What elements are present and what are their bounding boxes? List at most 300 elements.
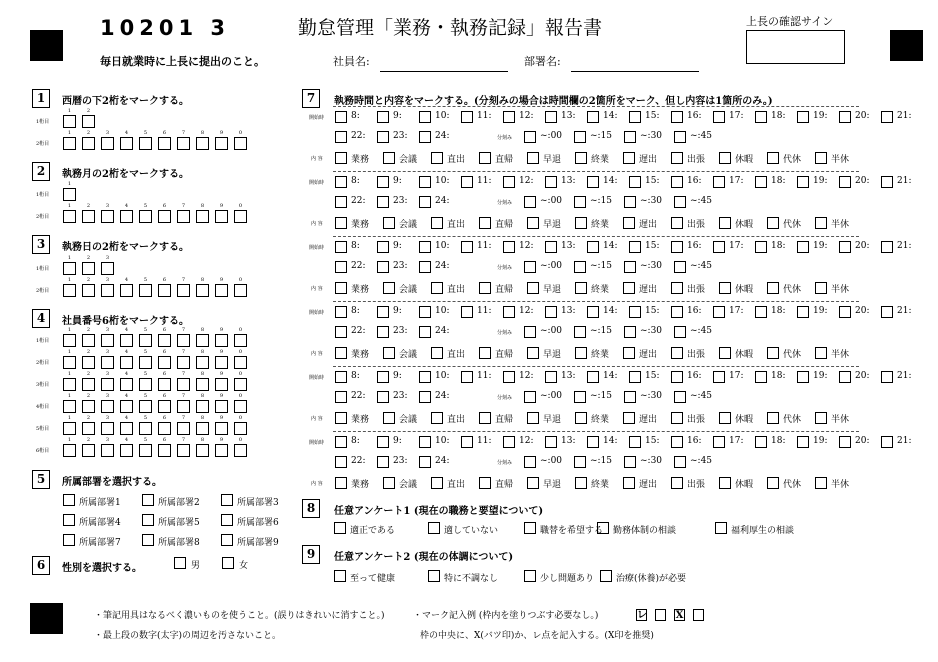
hour-checkbox[interactable] bbox=[587, 371, 599, 383]
hour-checkbox[interactable] bbox=[629, 371, 641, 383]
content-checkbox[interactable] bbox=[527, 282, 539, 294]
hour-checkbox[interactable] bbox=[419, 436, 431, 448]
hour-checkbox[interactable] bbox=[377, 196, 389, 208]
digit-mark-box[interactable] bbox=[82, 378, 95, 391]
hour-checkbox[interactable] bbox=[503, 111, 515, 123]
hour-checkbox[interactable] bbox=[335, 261, 347, 273]
hour-checkbox[interactable] bbox=[713, 111, 725, 123]
digit-mark-box[interactable] bbox=[234, 400, 247, 413]
hour-checkbox[interactable] bbox=[335, 326, 347, 338]
hour-checkbox[interactable] bbox=[503, 371, 515, 383]
content-checkbox[interactable] bbox=[623, 217, 635, 229]
hour-checkbox[interactable] bbox=[587, 306, 599, 318]
digit-mark-box[interactable] bbox=[215, 378, 228, 391]
digit-mark-box[interactable] bbox=[82, 262, 95, 275]
hour-checkbox[interactable] bbox=[629, 241, 641, 253]
content-checkbox[interactable] bbox=[431, 477, 443, 489]
hour-checkbox[interactable] bbox=[377, 131, 389, 143]
digit-mark-box[interactable] bbox=[101, 262, 114, 275]
digit-mark-box[interactable] bbox=[196, 356, 209, 369]
hour-checkbox[interactable] bbox=[377, 111, 389, 123]
content-checkbox[interactable] bbox=[623, 152, 635, 164]
minute-checkbox[interactable] bbox=[574, 326, 586, 338]
content-checkbox[interactable] bbox=[383, 477, 395, 489]
digit-mark-box[interactable] bbox=[215, 137, 228, 150]
content-checkbox[interactable] bbox=[575, 282, 587, 294]
content-checkbox[interactable] bbox=[383, 412, 395, 424]
content-checkbox[interactable] bbox=[335, 477, 347, 489]
minute-checkbox[interactable] bbox=[674, 196, 686, 208]
digit-mark-box[interactable] bbox=[234, 444, 247, 457]
hour-checkbox[interactable] bbox=[839, 241, 851, 253]
survey1-checkbox[interactable] bbox=[715, 522, 727, 534]
content-checkbox[interactable] bbox=[479, 477, 491, 489]
hour-checkbox[interactable] bbox=[713, 176, 725, 188]
hour-checkbox[interactable] bbox=[461, 111, 473, 123]
minute-checkbox[interactable] bbox=[574, 391, 586, 403]
digit-mark-box[interactable] bbox=[234, 356, 247, 369]
hour-checkbox[interactable] bbox=[881, 111, 893, 123]
digit-mark-box[interactable] bbox=[158, 378, 171, 391]
digit-mark-box[interactable] bbox=[234, 422, 247, 435]
content-checkbox[interactable] bbox=[479, 282, 491, 294]
digit-mark-box[interactable] bbox=[196, 334, 209, 347]
survey1-checkbox[interactable] bbox=[334, 522, 346, 534]
digit-mark-box[interactable] bbox=[177, 444, 190, 457]
digit-mark-box[interactable] bbox=[234, 284, 247, 297]
hour-checkbox[interactable] bbox=[671, 111, 683, 123]
content-checkbox[interactable] bbox=[575, 217, 587, 229]
hour-checkbox[interactable] bbox=[419, 241, 431, 253]
digit-mark-box[interactable] bbox=[120, 334, 133, 347]
survey1-checkbox[interactable] bbox=[428, 522, 440, 534]
content-checkbox[interactable] bbox=[383, 152, 395, 164]
hour-checkbox[interactable] bbox=[377, 306, 389, 318]
digit-mark-box[interactable] bbox=[158, 444, 171, 457]
digit-mark-box[interactable] bbox=[63, 400, 76, 413]
content-checkbox[interactable] bbox=[383, 282, 395, 294]
employee-name-field[interactable] bbox=[380, 55, 508, 72]
hour-checkbox[interactable] bbox=[629, 176, 641, 188]
content-checkbox[interactable] bbox=[719, 477, 731, 489]
digit-mark-box[interactable] bbox=[82, 422, 95, 435]
hour-checkbox[interactable] bbox=[671, 436, 683, 448]
hour-checkbox[interactable] bbox=[881, 306, 893, 318]
digit-mark-box[interactable] bbox=[177, 356, 190, 369]
digit-mark-box[interactable] bbox=[101, 137, 114, 150]
minute-checkbox[interactable] bbox=[524, 326, 536, 338]
content-checkbox[interactable] bbox=[575, 477, 587, 489]
content-checkbox[interactable] bbox=[431, 152, 443, 164]
content-checkbox[interactable] bbox=[719, 217, 731, 229]
minute-checkbox[interactable] bbox=[524, 261, 536, 273]
hour-checkbox[interactable] bbox=[797, 436, 809, 448]
department-checkbox[interactable] bbox=[221, 494, 233, 506]
content-checkbox[interactable] bbox=[335, 152, 347, 164]
hour-checkbox[interactable] bbox=[839, 436, 851, 448]
digit-mark-box[interactable] bbox=[101, 400, 114, 413]
digit-mark-box[interactable] bbox=[158, 400, 171, 413]
content-checkbox[interactable] bbox=[383, 217, 395, 229]
supervisor-signature-box[interactable] bbox=[746, 30, 845, 64]
content-checkbox[interactable] bbox=[719, 412, 731, 424]
digit-mark-box[interactable] bbox=[120, 378, 133, 391]
content-checkbox[interactable] bbox=[527, 347, 539, 359]
hour-checkbox[interactable] bbox=[587, 111, 599, 123]
hour-checkbox[interactable] bbox=[545, 111, 557, 123]
digit-mark-box[interactable] bbox=[196, 422, 209, 435]
hour-checkbox[interactable] bbox=[713, 241, 725, 253]
digit-mark-box[interactable] bbox=[101, 356, 114, 369]
hour-checkbox[interactable] bbox=[881, 176, 893, 188]
digit-mark-box[interactable] bbox=[234, 334, 247, 347]
hour-checkbox[interactable] bbox=[377, 371, 389, 383]
digit-mark-box[interactable] bbox=[63, 115, 76, 128]
content-checkbox[interactable] bbox=[719, 347, 731, 359]
digit-mark-box[interactable] bbox=[139, 137, 152, 150]
content-checkbox[interactable] bbox=[431, 217, 443, 229]
content-checkbox[interactable] bbox=[671, 282, 683, 294]
department-checkbox[interactable] bbox=[142, 534, 154, 546]
digit-mark-box[interactable] bbox=[234, 137, 247, 150]
digit-mark-box[interactable] bbox=[82, 400, 95, 413]
content-checkbox[interactable] bbox=[815, 217, 827, 229]
digit-mark-box[interactable] bbox=[120, 210, 133, 223]
digit-mark-box[interactable] bbox=[63, 334, 76, 347]
hour-checkbox[interactable] bbox=[839, 176, 851, 188]
digit-mark-box[interactable] bbox=[215, 284, 228, 297]
hour-checkbox[interactable] bbox=[377, 436, 389, 448]
hour-checkbox[interactable] bbox=[587, 241, 599, 253]
content-checkbox[interactable] bbox=[623, 477, 635, 489]
digit-mark-box[interactable] bbox=[101, 210, 114, 223]
digit-mark-box[interactable] bbox=[63, 137, 76, 150]
hour-checkbox[interactable] bbox=[419, 391, 431, 403]
hour-checkbox[interactable] bbox=[335, 196, 347, 208]
digit-mark-box[interactable] bbox=[63, 378, 76, 391]
survey2-checkbox[interactable] bbox=[334, 570, 346, 582]
hour-checkbox[interactable] bbox=[629, 111, 641, 123]
department-checkbox[interactable] bbox=[63, 494, 75, 506]
digit-mark-box[interactable] bbox=[196, 378, 209, 391]
hour-checkbox[interactable] bbox=[755, 111, 767, 123]
content-checkbox[interactable] bbox=[767, 282, 779, 294]
hour-checkbox[interactable] bbox=[881, 436, 893, 448]
digit-mark-box[interactable] bbox=[101, 378, 114, 391]
digit-mark-box[interactable] bbox=[196, 400, 209, 413]
hour-checkbox[interactable] bbox=[713, 306, 725, 318]
digit-mark-box[interactable] bbox=[234, 210, 247, 223]
digit-mark-box[interactable] bbox=[177, 137, 190, 150]
content-checkbox[interactable] bbox=[335, 347, 347, 359]
hour-checkbox[interactable] bbox=[419, 261, 431, 273]
hour-checkbox[interactable] bbox=[377, 456, 389, 468]
department-checkbox[interactable] bbox=[142, 494, 154, 506]
content-checkbox[interactable] bbox=[719, 152, 731, 164]
survey1-checkbox[interactable] bbox=[597, 522, 609, 534]
gender-checkbox[interactable] bbox=[174, 557, 186, 569]
digit-mark-box[interactable] bbox=[63, 262, 76, 275]
hour-checkbox[interactable] bbox=[503, 176, 515, 188]
minute-checkbox[interactable] bbox=[674, 261, 686, 273]
digit-mark-box[interactable] bbox=[158, 210, 171, 223]
digit-mark-box[interactable] bbox=[158, 422, 171, 435]
digit-mark-box[interactable] bbox=[196, 444, 209, 457]
hour-checkbox[interactable] bbox=[629, 436, 641, 448]
digit-mark-box[interactable] bbox=[215, 400, 228, 413]
content-checkbox[interactable] bbox=[815, 152, 827, 164]
digit-mark-box[interactable] bbox=[120, 444, 133, 457]
content-checkbox[interactable] bbox=[335, 282, 347, 294]
digit-mark-box[interactable] bbox=[120, 137, 133, 150]
content-checkbox[interactable] bbox=[575, 412, 587, 424]
content-checkbox[interactable] bbox=[479, 412, 491, 424]
minute-checkbox[interactable] bbox=[674, 131, 686, 143]
hour-checkbox[interactable] bbox=[419, 371, 431, 383]
content-checkbox[interactable] bbox=[431, 282, 443, 294]
content-checkbox[interactable] bbox=[767, 412, 779, 424]
content-checkbox[interactable] bbox=[671, 217, 683, 229]
hour-checkbox[interactable] bbox=[587, 176, 599, 188]
digit-mark-box[interactable] bbox=[82, 210, 95, 223]
department-checkbox[interactable] bbox=[63, 514, 75, 526]
digit-mark-box[interactable] bbox=[120, 400, 133, 413]
hour-checkbox[interactable] bbox=[545, 436, 557, 448]
hour-checkbox[interactable] bbox=[755, 241, 767, 253]
hour-checkbox[interactable] bbox=[335, 436, 347, 448]
digit-mark-box[interactable] bbox=[101, 422, 114, 435]
minute-checkbox[interactable] bbox=[574, 456, 586, 468]
hour-checkbox[interactable] bbox=[461, 176, 473, 188]
hour-checkbox[interactable] bbox=[503, 241, 515, 253]
hour-checkbox[interactable] bbox=[377, 391, 389, 403]
digit-mark-box[interactable] bbox=[139, 356, 152, 369]
digit-mark-box[interactable] bbox=[158, 334, 171, 347]
content-checkbox[interactable] bbox=[479, 347, 491, 359]
hour-checkbox[interactable] bbox=[419, 196, 431, 208]
gender-checkbox[interactable] bbox=[222, 557, 234, 569]
digit-mark-box[interactable] bbox=[82, 137, 95, 150]
minute-checkbox[interactable] bbox=[574, 261, 586, 273]
content-checkbox[interactable] bbox=[527, 477, 539, 489]
hour-checkbox[interactable] bbox=[797, 306, 809, 318]
hour-checkbox[interactable] bbox=[755, 436, 767, 448]
department-checkbox[interactable] bbox=[63, 534, 75, 546]
hour-checkbox[interactable] bbox=[335, 131, 347, 143]
hour-checkbox[interactable] bbox=[419, 131, 431, 143]
digit-mark-box[interactable] bbox=[82, 356, 95, 369]
content-checkbox[interactable] bbox=[479, 217, 491, 229]
digit-mark-box[interactable] bbox=[158, 284, 171, 297]
hour-checkbox[interactable] bbox=[545, 306, 557, 318]
digit-mark-box[interactable] bbox=[234, 378, 247, 391]
digit-mark-box[interactable] bbox=[139, 422, 152, 435]
content-checkbox[interactable] bbox=[623, 412, 635, 424]
department-checkbox[interactable] bbox=[221, 534, 233, 546]
hour-checkbox[interactable] bbox=[839, 371, 851, 383]
survey2-checkbox[interactable] bbox=[524, 570, 536, 582]
hour-checkbox[interactable] bbox=[755, 371, 767, 383]
digit-mark-box[interactable] bbox=[120, 284, 133, 297]
digit-mark-box[interactable] bbox=[158, 356, 171, 369]
digit-mark-box[interactable] bbox=[139, 400, 152, 413]
hour-checkbox[interactable] bbox=[335, 241, 347, 253]
content-checkbox[interactable] bbox=[815, 477, 827, 489]
digit-mark-box[interactable] bbox=[177, 284, 190, 297]
content-checkbox[interactable] bbox=[575, 347, 587, 359]
digit-mark-box[interactable] bbox=[120, 356, 133, 369]
hour-checkbox[interactable] bbox=[335, 111, 347, 123]
digit-mark-box[interactable] bbox=[196, 210, 209, 223]
department-name-field[interactable] bbox=[571, 55, 699, 72]
content-checkbox[interactable] bbox=[335, 412, 347, 424]
minute-checkbox[interactable] bbox=[574, 131, 586, 143]
digit-mark-box[interactable] bbox=[177, 210, 190, 223]
hour-checkbox[interactable] bbox=[545, 241, 557, 253]
hour-checkbox[interactable] bbox=[713, 436, 725, 448]
hour-checkbox[interactable] bbox=[881, 241, 893, 253]
hour-checkbox[interactable] bbox=[461, 436, 473, 448]
hour-checkbox[interactable] bbox=[377, 176, 389, 188]
content-checkbox[interactable] bbox=[767, 217, 779, 229]
digit-mark-box[interactable] bbox=[215, 356, 228, 369]
content-checkbox[interactable] bbox=[767, 477, 779, 489]
hour-checkbox[interactable] bbox=[335, 371, 347, 383]
digit-mark-box[interactable] bbox=[101, 284, 114, 297]
minute-checkbox[interactable] bbox=[524, 456, 536, 468]
digit-mark-box[interactable] bbox=[101, 334, 114, 347]
minute-checkbox[interactable] bbox=[624, 391, 636, 403]
hour-checkbox[interactable] bbox=[671, 306, 683, 318]
hour-checkbox[interactable] bbox=[839, 111, 851, 123]
digit-mark-box[interactable] bbox=[101, 444, 114, 457]
hour-checkbox[interactable] bbox=[335, 306, 347, 318]
minute-checkbox[interactable] bbox=[624, 261, 636, 273]
hour-checkbox[interactable] bbox=[797, 176, 809, 188]
minute-checkbox[interactable] bbox=[624, 131, 636, 143]
content-checkbox[interactable] bbox=[383, 347, 395, 359]
content-checkbox[interactable] bbox=[623, 347, 635, 359]
digit-mark-box[interactable] bbox=[215, 334, 228, 347]
hour-checkbox[interactable] bbox=[755, 176, 767, 188]
digit-mark-box[interactable] bbox=[196, 137, 209, 150]
digit-mark-box[interactable] bbox=[63, 356, 76, 369]
hour-checkbox[interactable] bbox=[419, 456, 431, 468]
minute-checkbox[interactable] bbox=[524, 131, 536, 143]
content-checkbox[interactable] bbox=[575, 152, 587, 164]
content-checkbox[interactable] bbox=[335, 217, 347, 229]
digit-mark-box[interactable] bbox=[63, 284, 76, 297]
digit-mark-box[interactable] bbox=[63, 210, 76, 223]
digit-mark-box[interactable] bbox=[82, 444, 95, 457]
digit-mark-box[interactable] bbox=[215, 422, 228, 435]
hour-checkbox[interactable] bbox=[377, 241, 389, 253]
minute-checkbox[interactable] bbox=[624, 326, 636, 338]
hour-checkbox[interactable] bbox=[671, 241, 683, 253]
digit-mark-box[interactable] bbox=[82, 334, 95, 347]
digit-mark-box[interactable] bbox=[82, 284, 95, 297]
content-checkbox[interactable] bbox=[671, 152, 683, 164]
hour-checkbox[interactable] bbox=[419, 176, 431, 188]
hour-checkbox[interactable] bbox=[419, 326, 431, 338]
content-checkbox[interactable] bbox=[431, 412, 443, 424]
minute-checkbox[interactable] bbox=[624, 456, 636, 468]
hour-checkbox[interactable] bbox=[671, 176, 683, 188]
digit-mark-box[interactable] bbox=[177, 378, 190, 391]
hour-checkbox[interactable] bbox=[797, 241, 809, 253]
hour-checkbox[interactable] bbox=[335, 176, 347, 188]
content-checkbox[interactable] bbox=[671, 477, 683, 489]
hour-checkbox[interactable] bbox=[545, 371, 557, 383]
minute-checkbox[interactable] bbox=[524, 391, 536, 403]
digit-mark-box[interactable] bbox=[215, 444, 228, 457]
hour-checkbox[interactable] bbox=[377, 326, 389, 338]
digit-mark-box[interactable] bbox=[139, 334, 152, 347]
minute-checkbox[interactable] bbox=[524, 196, 536, 208]
digit-mark-box[interactable] bbox=[196, 284, 209, 297]
content-checkbox[interactable] bbox=[767, 347, 779, 359]
hour-checkbox[interactable] bbox=[797, 371, 809, 383]
digit-mark-box[interactable] bbox=[63, 444, 76, 457]
minute-checkbox[interactable] bbox=[674, 326, 686, 338]
digit-mark-box[interactable] bbox=[139, 378, 152, 391]
hour-checkbox[interactable] bbox=[503, 306, 515, 318]
digit-mark-box[interactable] bbox=[63, 188, 76, 201]
content-checkbox[interactable] bbox=[815, 347, 827, 359]
content-checkbox[interactable] bbox=[671, 347, 683, 359]
content-checkbox[interactable] bbox=[527, 217, 539, 229]
hour-checkbox[interactable] bbox=[755, 306, 767, 318]
digit-mark-box[interactable] bbox=[63, 422, 76, 435]
hour-checkbox[interactable] bbox=[713, 371, 725, 383]
hour-checkbox[interactable] bbox=[461, 306, 473, 318]
hour-checkbox[interactable] bbox=[545, 176, 557, 188]
department-checkbox[interactable] bbox=[221, 514, 233, 526]
hour-checkbox[interactable] bbox=[377, 261, 389, 273]
content-checkbox[interactable] bbox=[767, 152, 779, 164]
survey2-checkbox[interactable] bbox=[428, 570, 440, 582]
minute-checkbox[interactable] bbox=[674, 456, 686, 468]
content-checkbox[interactable] bbox=[623, 282, 635, 294]
hour-checkbox[interactable] bbox=[419, 306, 431, 318]
digit-mark-box[interactable] bbox=[177, 400, 190, 413]
hour-checkbox[interactable] bbox=[839, 306, 851, 318]
content-checkbox[interactable] bbox=[431, 347, 443, 359]
digit-mark-box[interactable] bbox=[177, 422, 190, 435]
minute-checkbox[interactable] bbox=[624, 196, 636, 208]
content-checkbox[interactable] bbox=[671, 412, 683, 424]
hour-checkbox[interactable] bbox=[335, 391, 347, 403]
hour-checkbox[interactable] bbox=[461, 371, 473, 383]
department-checkbox[interactable] bbox=[142, 514, 154, 526]
digit-mark-box[interactable] bbox=[139, 284, 152, 297]
digit-mark-box[interactable] bbox=[158, 137, 171, 150]
digit-mark-box[interactable] bbox=[215, 210, 228, 223]
hour-checkbox[interactable] bbox=[797, 111, 809, 123]
content-checkbox[interactable] bbox=[719, 282, 731, 294]
digit-mark-box[interactable] bbox=[82, 115, 95, 128]
hour-checkbox[interactable] bbox=[587, 436, 599, 448]
hour-checkbox[interactable] bbox=[503, 436, 515, 448]
content-checkbox[interactable] bbox=[479, 152, 491, 164]
hour-checkbox[interactable] bbox=[335, 456, 347, 468]
digit-mark-box[interactable] bbox=[139, 210, 152, 223]
hour-checkbox[interactable] bbox=[419, 111, 431, 123]
hour-checkbox[interactable] bbox=[461, 241, 473, 253]
content-checkbox[interactable] bbox=[815, 412, 827, 424]
content-checkbox[interactable] bbox=[527, 152, 539, 164]
digit-mark-box[interactable] bbox=[120, 422, 133, 435]
